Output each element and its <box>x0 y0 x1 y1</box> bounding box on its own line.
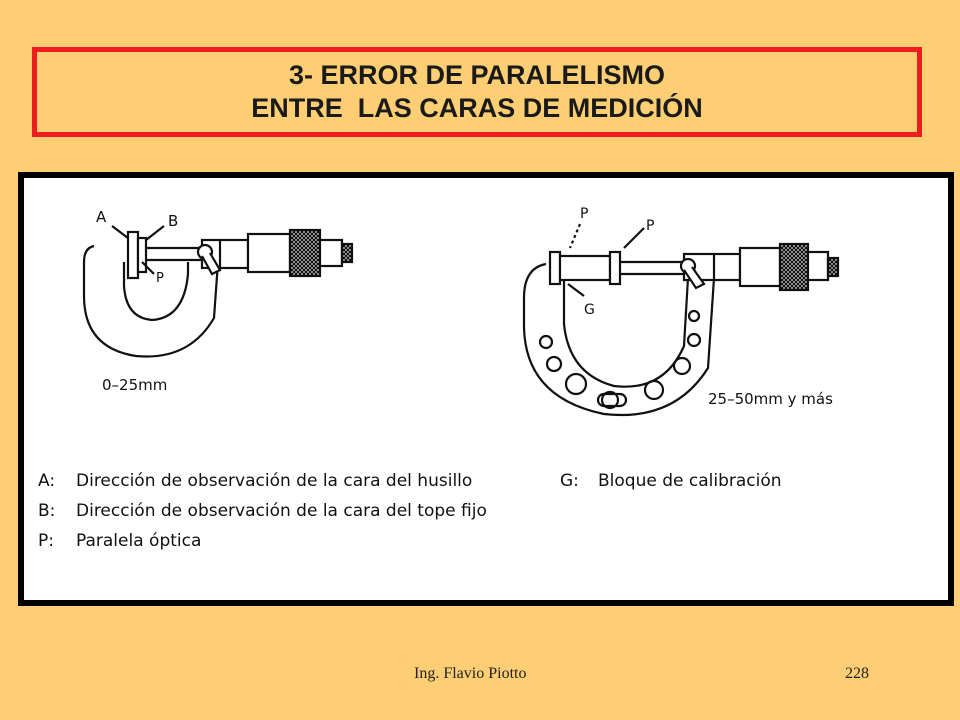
legend-text-p: Paralela óptica <box>76 531 202 551</box>
figure-legend <box>38 471 782 551</box>
micrometer-large <box>524 224 838 415</box>
large-range-label: 25–50mm y más <box>708 390 833 408</box>
legend-key-p: P: <box>38 531 54 551</box>
callout-label-p-left: P <box>580 206 589 222</box>
small-frame-outer <box>84 246 218 357</box>
legend-key-a: A: <box>38 471 56 491</box>
callout-label-p-right: P <box>646 218 655 234</box>
legend-text-g: Bloque de calibración <box>598 471 782 491</box>
legend-text-a: Dirección de observación de la cara del husillo <box>76 471 473 491</box>
gauge-block <box>560 256 610 280</box>
small-optical-parallel <box>128 232 138 278</box>
footer-page-number: 228 <box>845 665 869 682</box>
legend-text-b: Dirección de observación de la cara del tope fijo <box>76 501 487 521</box>
callout-label-g: G <box>584 302 595 318</box>
legend-key-g: G: <box>560 471 579 491</box>
micrometer-small <box>84 226 352 357</box>
small-range-label: 0–25mm <box>102 376 168 394</box>
callout-label-p-small: P <box>156 271 164 286</box>
micrometer-diagram-frame <box>18 172 954 606</box>
footer-author: Ing. Flavio Piotto <box>414 665 527 682</box>
slide-title-line-2: ENTRE LAS CARAS DE MEDICIÓN <box>251 93 703 123</box>
callout-label-b: B <box>168 212 179 230</box>
micrometer-diagram <box>24 178 948 600</box>
slide-title-box <box>32 47 922 137</box>
legend-key-b: B: <box>38 501 56 521</box>
slide-title-line-1: 3- ERROR DE PARALELISMO <box>288 60 666 90</box>
callout-label-a: A <box>96 208 107 226</box>
